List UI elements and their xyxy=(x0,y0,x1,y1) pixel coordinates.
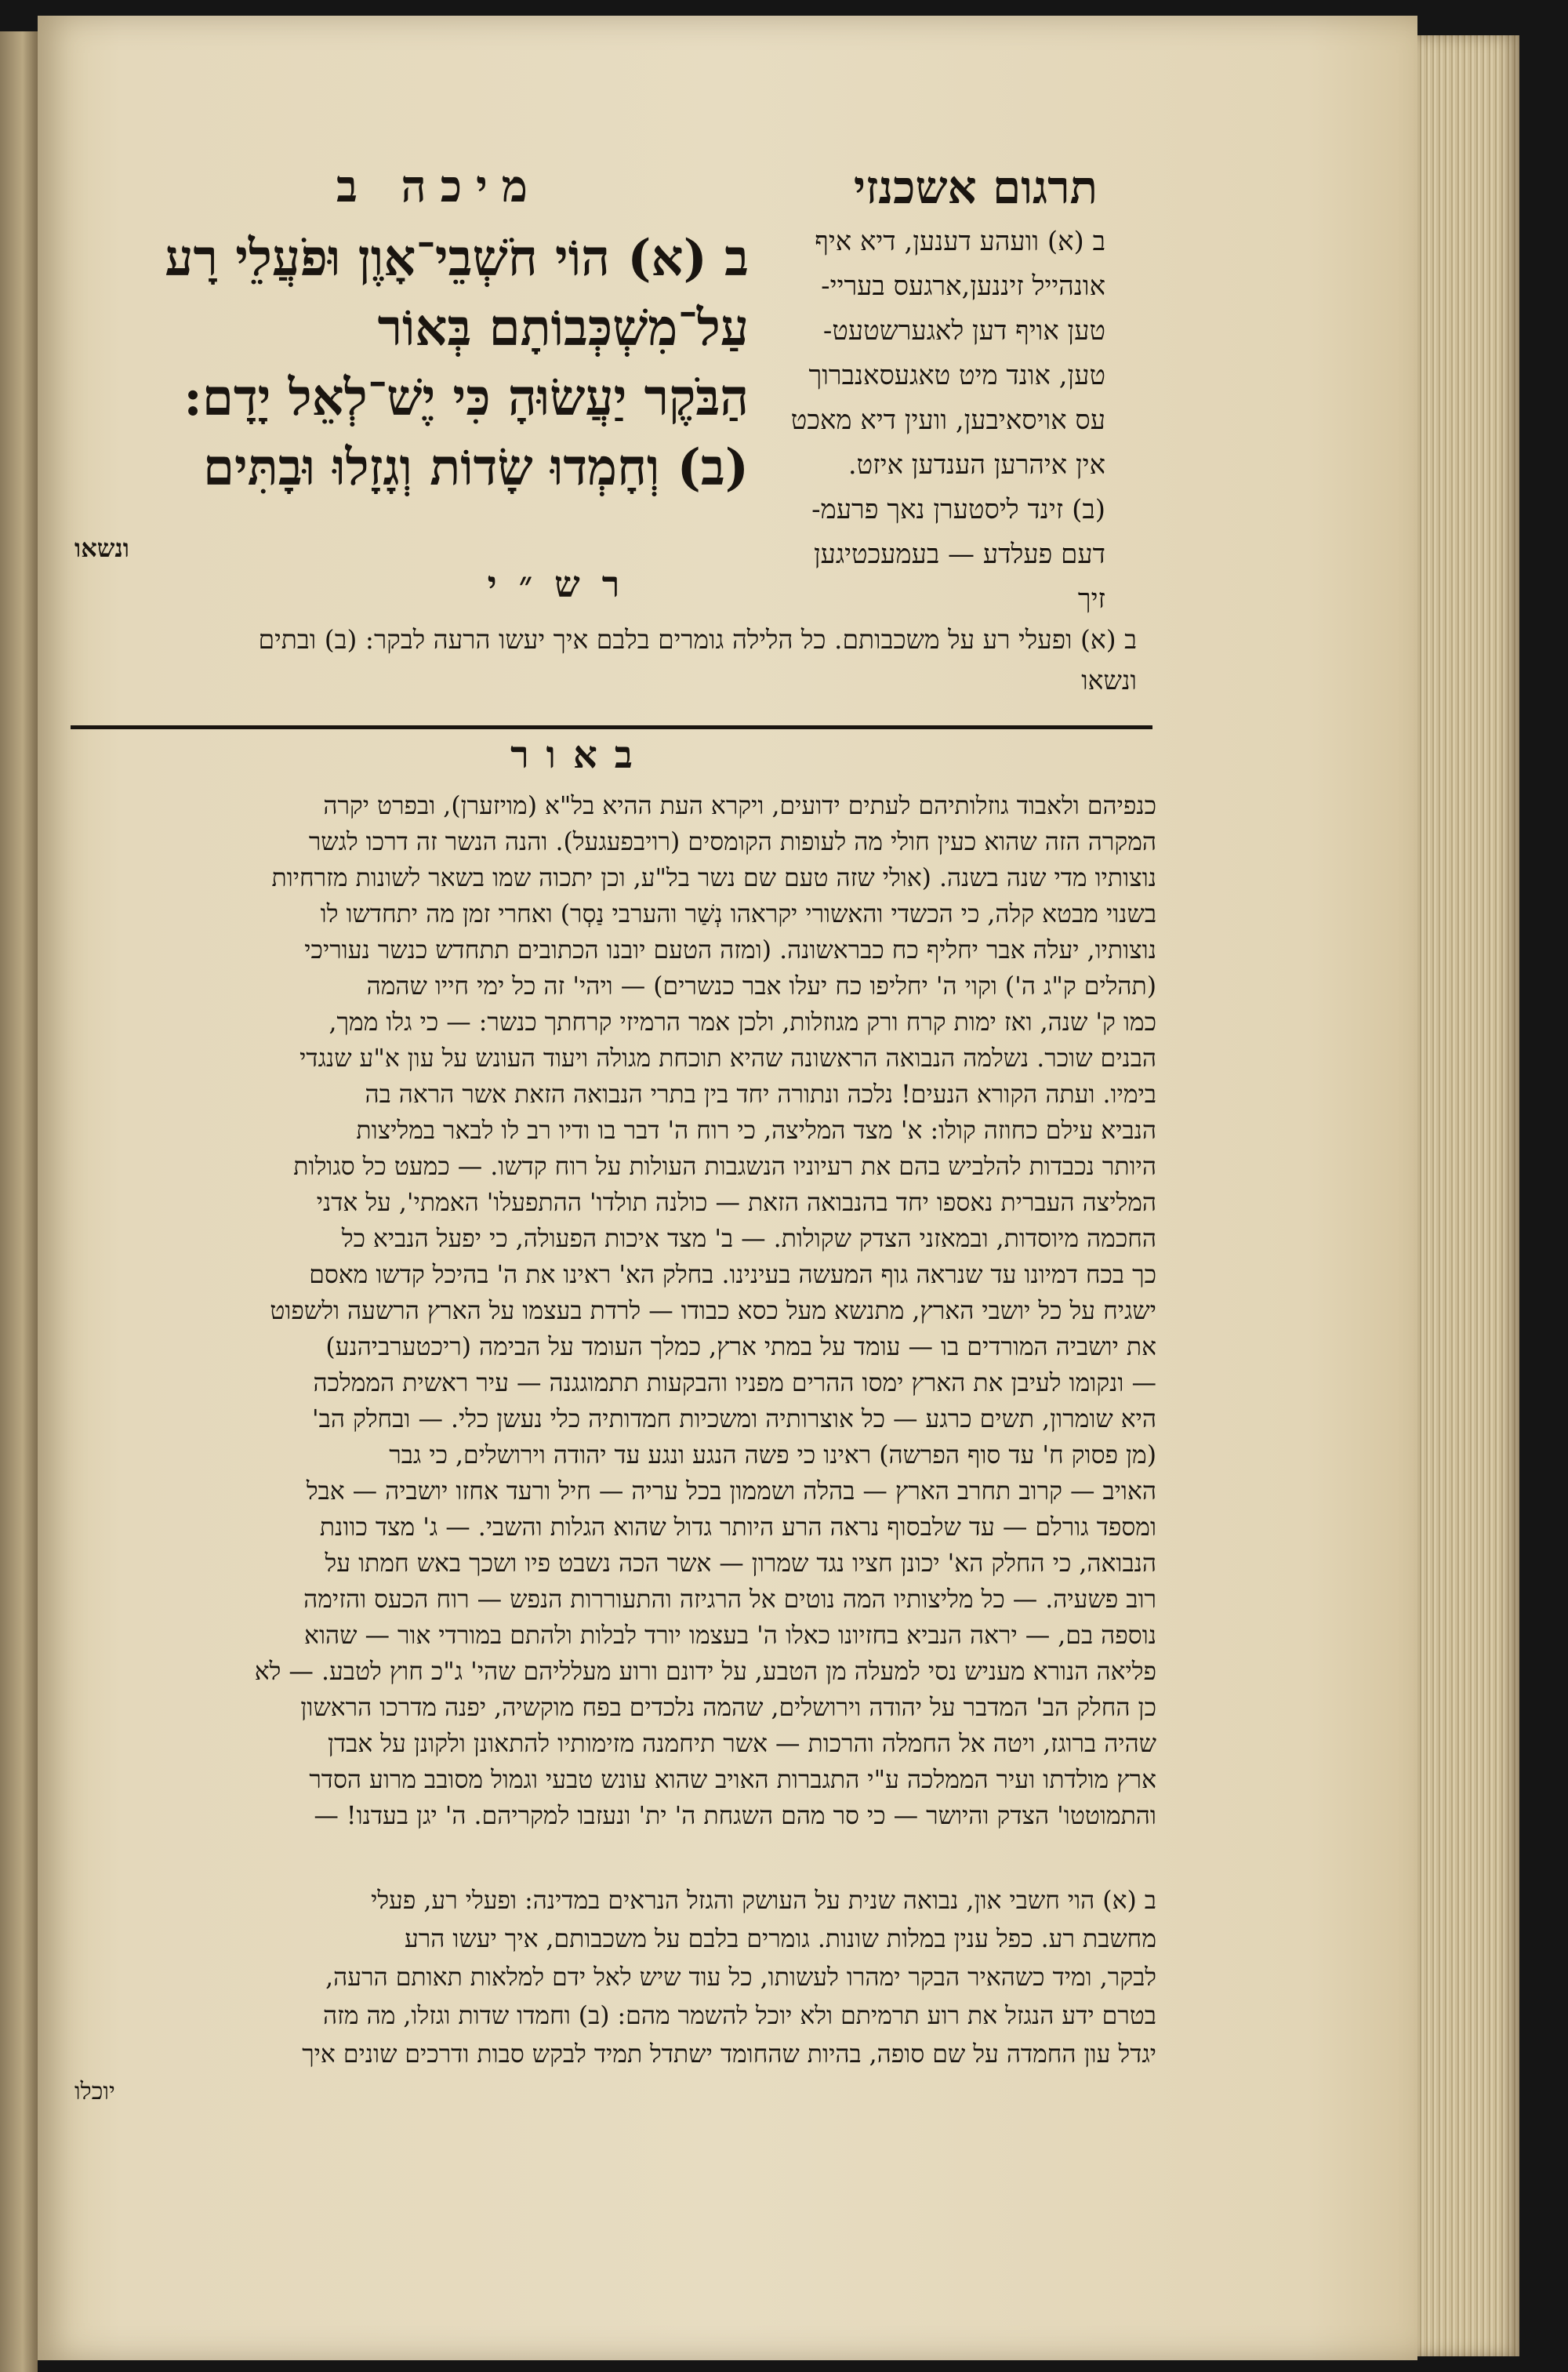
biur-line: ארץ מולדתו ועיר הממלכה ע"י התגברות האויב שהוא עונש טבעי וגמול מסובב מרוע הסדר xyxy=(309,1766,1156,1794)
page-edges xyxy=(1417,35,1519,2356)
page-catchword: יוכלו xyxy=(74,2078,115,2105)
targum-line: אונהייל זיננען,ארגעס בעריי- xyxy=(821,271,1105,302)
biur-line: הבנים שוכר. נשלמה הנבואה הראשונה שהיא תוכחת מגולה ויעוד העונש על עון א"ע שנגדי xyxy=(299,1044,1156,1073)
biur-line: בשנוי מבטא קלה, כי הכשדי והאשורי יקראהו נְשַׁר והערבי נַסְר) ואחרי זמן מה יתחדשו לו xyxy=(320,900,1156,928)
biblical-text xyxy=(71,223,749,503)
left-page-edge xyxy=(0,31,38,2372)
targum-line: (ב) זינד ליסטערן נאך פרעמ- xyxy=(811,494,1105,525)
verse-line: ב (א) הוֹי חֹשְׁבֵי־אָוֶן וּפֹעֲלֵי רָע xyxy=(165,229,749,288)
targum-column xyxy=(772,220,1105,622)
biur-line: (תהלים ק"ג ה') וקוי ה' יחליפו כח יעלו אבר כנשרים) — ויהי' זה כל ימי חייו שהמה xyxy=(366,972,1156,1001)
targum-line: טען, אונד מיט טאגעסאנברוך xyxy=(808,360,1105,391)
biur-line: היא שומרון, תשים כרגע — כל אוצרותיה ומשכיות חמדותיה כלי נעשן כלי. — ובחלק הב' xyxy=(311,1405,1156,1433)
biur-line: נוספה בם, — יראה הנביא בחזיונו כאלו ה' בעצמו יורד לבלות ולהתם במורדי אור — שהוא xyxy=(304,1622,1156,1650)
biur-line: כן החלק הב' המדבר על יהודה וירושלים, שהמה נלכדים בפח מוקשיה, יפנה מדרכו הראשון xyxy=(300,1694,1156,1722)
biur-title: באור xyxy=(510,733,650,777)
book-chapter-title: מיכה ב xyxy=(336,161,542,212)
rashi-title: רש״י xyxy=(487,563,642,605)
targum-line: ב (א) וועהע דענען, דיא איף xyxy=(815,226,1105,257)
biur-line: כמו ק' שנה, ואז ימות קרח ורק מגוזלות, ולכן אמר הרמיזי קרחתך כנשר: — כי גלו ממך, xyxy=(328,1008,1156,1037)
biur-line: המליצה העברית נאספו יחד בהנבואה הזאת — כולנה תולדו' ההתפעלו' האמתי', על אדני xyxy=(316,1189,1156,1217)
biur-line: רוב פשעיה. — כל מליצותיו המה נוטים אל הרגיזה והתעוררות הנפש — רוח הכעס והזימה xyxy=(303,1586,1156,1614)
biur-commentary xyxy=(71,788,1156,1834)
biur-line: החכמה מיוסדות, ובמאזני הצדק שקולות. — ב' מצד איכות הפעולה, כי יפעל הנביא כל xyxy=(341,1225,1156,1253)
biur-verse-line: יגדל עון החמדה על שם סופה, בהיות שהחומד ישתדל תמיד לבקש סבות ודרכים שונים איך xyxy=(302,2040,1156,2069)
targum-line: עס אויסאיבען, וועין דיא מאכט xyxy=(790,405,1105,436)
biur-line: את יושביה המורדים בו — עומד על במתי ארץ, כמלך העומד על הבימה (ריכטערביהנע) xyxy=(325,1333,1156,1361)
biur-line: בימיו. ועתה הקורא הנעים! נלכה ונתורה יחד בין בתרי הנבואה הזאת אשר הראה בה xyxy=(365,1081,1156,1109)
biur-line: נוצותיו, יעלה אבר יחליף כח כבראשונה. (ומזה הטעם יובנו הכתובים תתחדש כנשר נעוריכי xyxy=(304,936,1156,964)
targum-line: זיך xyxy=(1077,583,1105,615)
biur-line: והתמוטטו' הצדק והיושר — כי סר מהם השגחת ה' ית' ונעזבו למקריהם. ה' יגן בעדנו! — xyxy=(314,1802,1156,1830)
biur-line: כך בכח דמיונו עד שנראה גוף המעשה בעינינו. בחלק הא' ראינו את ה' בהיכל קדשו מאסם xyxy=(309,1261,1156,1289)
biur-verse-line: מחשבת רע. כפל ענין במלות שונות. גומרים בלבם על משכבותם, איך יעשו הרע xyxy=(404,1925,1156,1953)
biur-verse-line: לבקר, ומיד כשהאיר הבקר ימהרו לעשותו, כל עוד שיש לאל ידם למלאות תאותם הרעה, xyxy=(325,1963,1156,1992)
biur-line: המקרה הזה שהוא כעין חולי מה לעופות הקומסים (רויבפעגעל). והנה הנשר זה דרכו לגשר xyxy=(308,828,1156,856)
biur-line: ישגיח על כל יושבי הארץ, מתנשא מעל כסא כבודו — לרדת בעצמו על הארץ הרשעה ולשפוט xyxy=(270,1297,1156,1325)
rashi-line: ונשאו xyxy=(1081,665,1137,696)
verse-catchword: ונשאו xyxy=(74,533,129,563)
targum-title: תרגום אשכנזי xyxy=(853,161,1098,214)
biur-line: נוצותיו מדי שנה בשנה. (אולי שזה טעם שם נשר בל"ע, וכן יתכוה שמו בשאר לשונות מזרחיות xyxy=(271,864,1156,892)
biur-line: כנפיהם ולאבוד גוזלותיהם לעתים ידועים, ויקרא העת ההיא בל"א (מויזערן), ובפרט יקרה xyxy=(323,792,1156,820)
section-divider xyxy=(71,725,1152,729)
biur-line: היותר נכבדות להלביש בהם את רעיוניו הנשגבות העולות על רוח קדשו. — כמעט כל סגולות xyxy=(293,1153,1156,1181)
targum-line: דעם פעלדע — בעמעכטיגען xyxy=(813,539,1105,570)
biur-line: שהיה ברוגז, ויטה אל החמלה והרכות — אשר תיחמנה מזימותיו להתאונן ולקונן על אבדן xyxy=(328,1730,1156,1758)
biur-line: הנביא עילם כחוזה קולו: א' מצד המליצה, כי רוח ה' דבר בו ודיו רב לו לבאר במליצות xyxy=(356,1117,1156,1145)
targum-line: אין איהרען הענדען איזט. xyxy=(848,449,1105,481)
biur-line: — ונקומו לעיבן את הארץ ימסו ההרים מפניו והבקעות תתמוגגנה — עיר ראשית הממלכה xyxy=(313,1369,1156,1397)
biur-verse-line: ב (א) הוי חשבי און, נבואה שנית על העושק והגזל הנראים במדינה: ופעלי רע, פעלי xyxy=(371,1887,1156,1915)
verse-line: הַבֹּקֶר יַעֲשׂוּהָ כִּי יֶשׁ־לְאֵל יָדָם: xyxy=(183,369,749,427)
biur-line: ומספד גורלם — עד שלבסוף נראה הרע היותר גדול שהוא הגלות והשבי. — ג' מצד כוונת xyxy=(319,1513,1156,1542)
biur-line: פליאה הנורא מעניש נסי למעלה מן הטבע, על ידונם ורוע מעלליהם שהי' ג"כ חוץ לטבע. — לא xyxy=(254,1658,1156,1686)
biur-line: האויב — קרוב תחרב הארץ — בהלה ושממון בכל עריה — חיל ורעד אחזו יושביה — אבל xyxy=(306,1477,1156,1506)
biur-verse-commentary xyxy=(71,1882,1156,2074)
verse-line: עַל־מִשְׁכְּבוֹתָם בְּאוֹר xyxy=(377,299,749,358)
biur-verse-line: בטרם ידע הנגזל את רוע תרמיתם ולא יוכל להשמר מהם: (ב) וחמדו שדות וגזלו, מה מזה xyxy=(323,2002,1156,2030)
rashi-commentary xyxy=(71,619,1137,701)
rashi-line: ב (א) ופעלי רע על משכבותם. כל הלילה גומרים בלבם איך יעשו הרעה לבקר: (ב) ובתים xyxy=(258,624,1137,655)
biur-line: הנבואה, כי החלק הא' יכונן חציו נגד שמרון — אשר הכה נשבט פיו ושכך באש חמתו על xyxy=(325,1549,1156,1578)
verse-line: (ב) וְחָמְדוּ שָׂדוֹת וְגָזָלוּ וּבָתִּים xyxy=(203,438,749,497)
biur-line: (מן פסוק ח' עד סוף הפרשה) ראינו כי פשה הנגע ונגע עד יהודה וירושלים, כי גבר xyxy=(389,1441,1156,1469)
targum-line: טען אויף דען לאגערשטעט- xyxy=(822,315,1105,347)
